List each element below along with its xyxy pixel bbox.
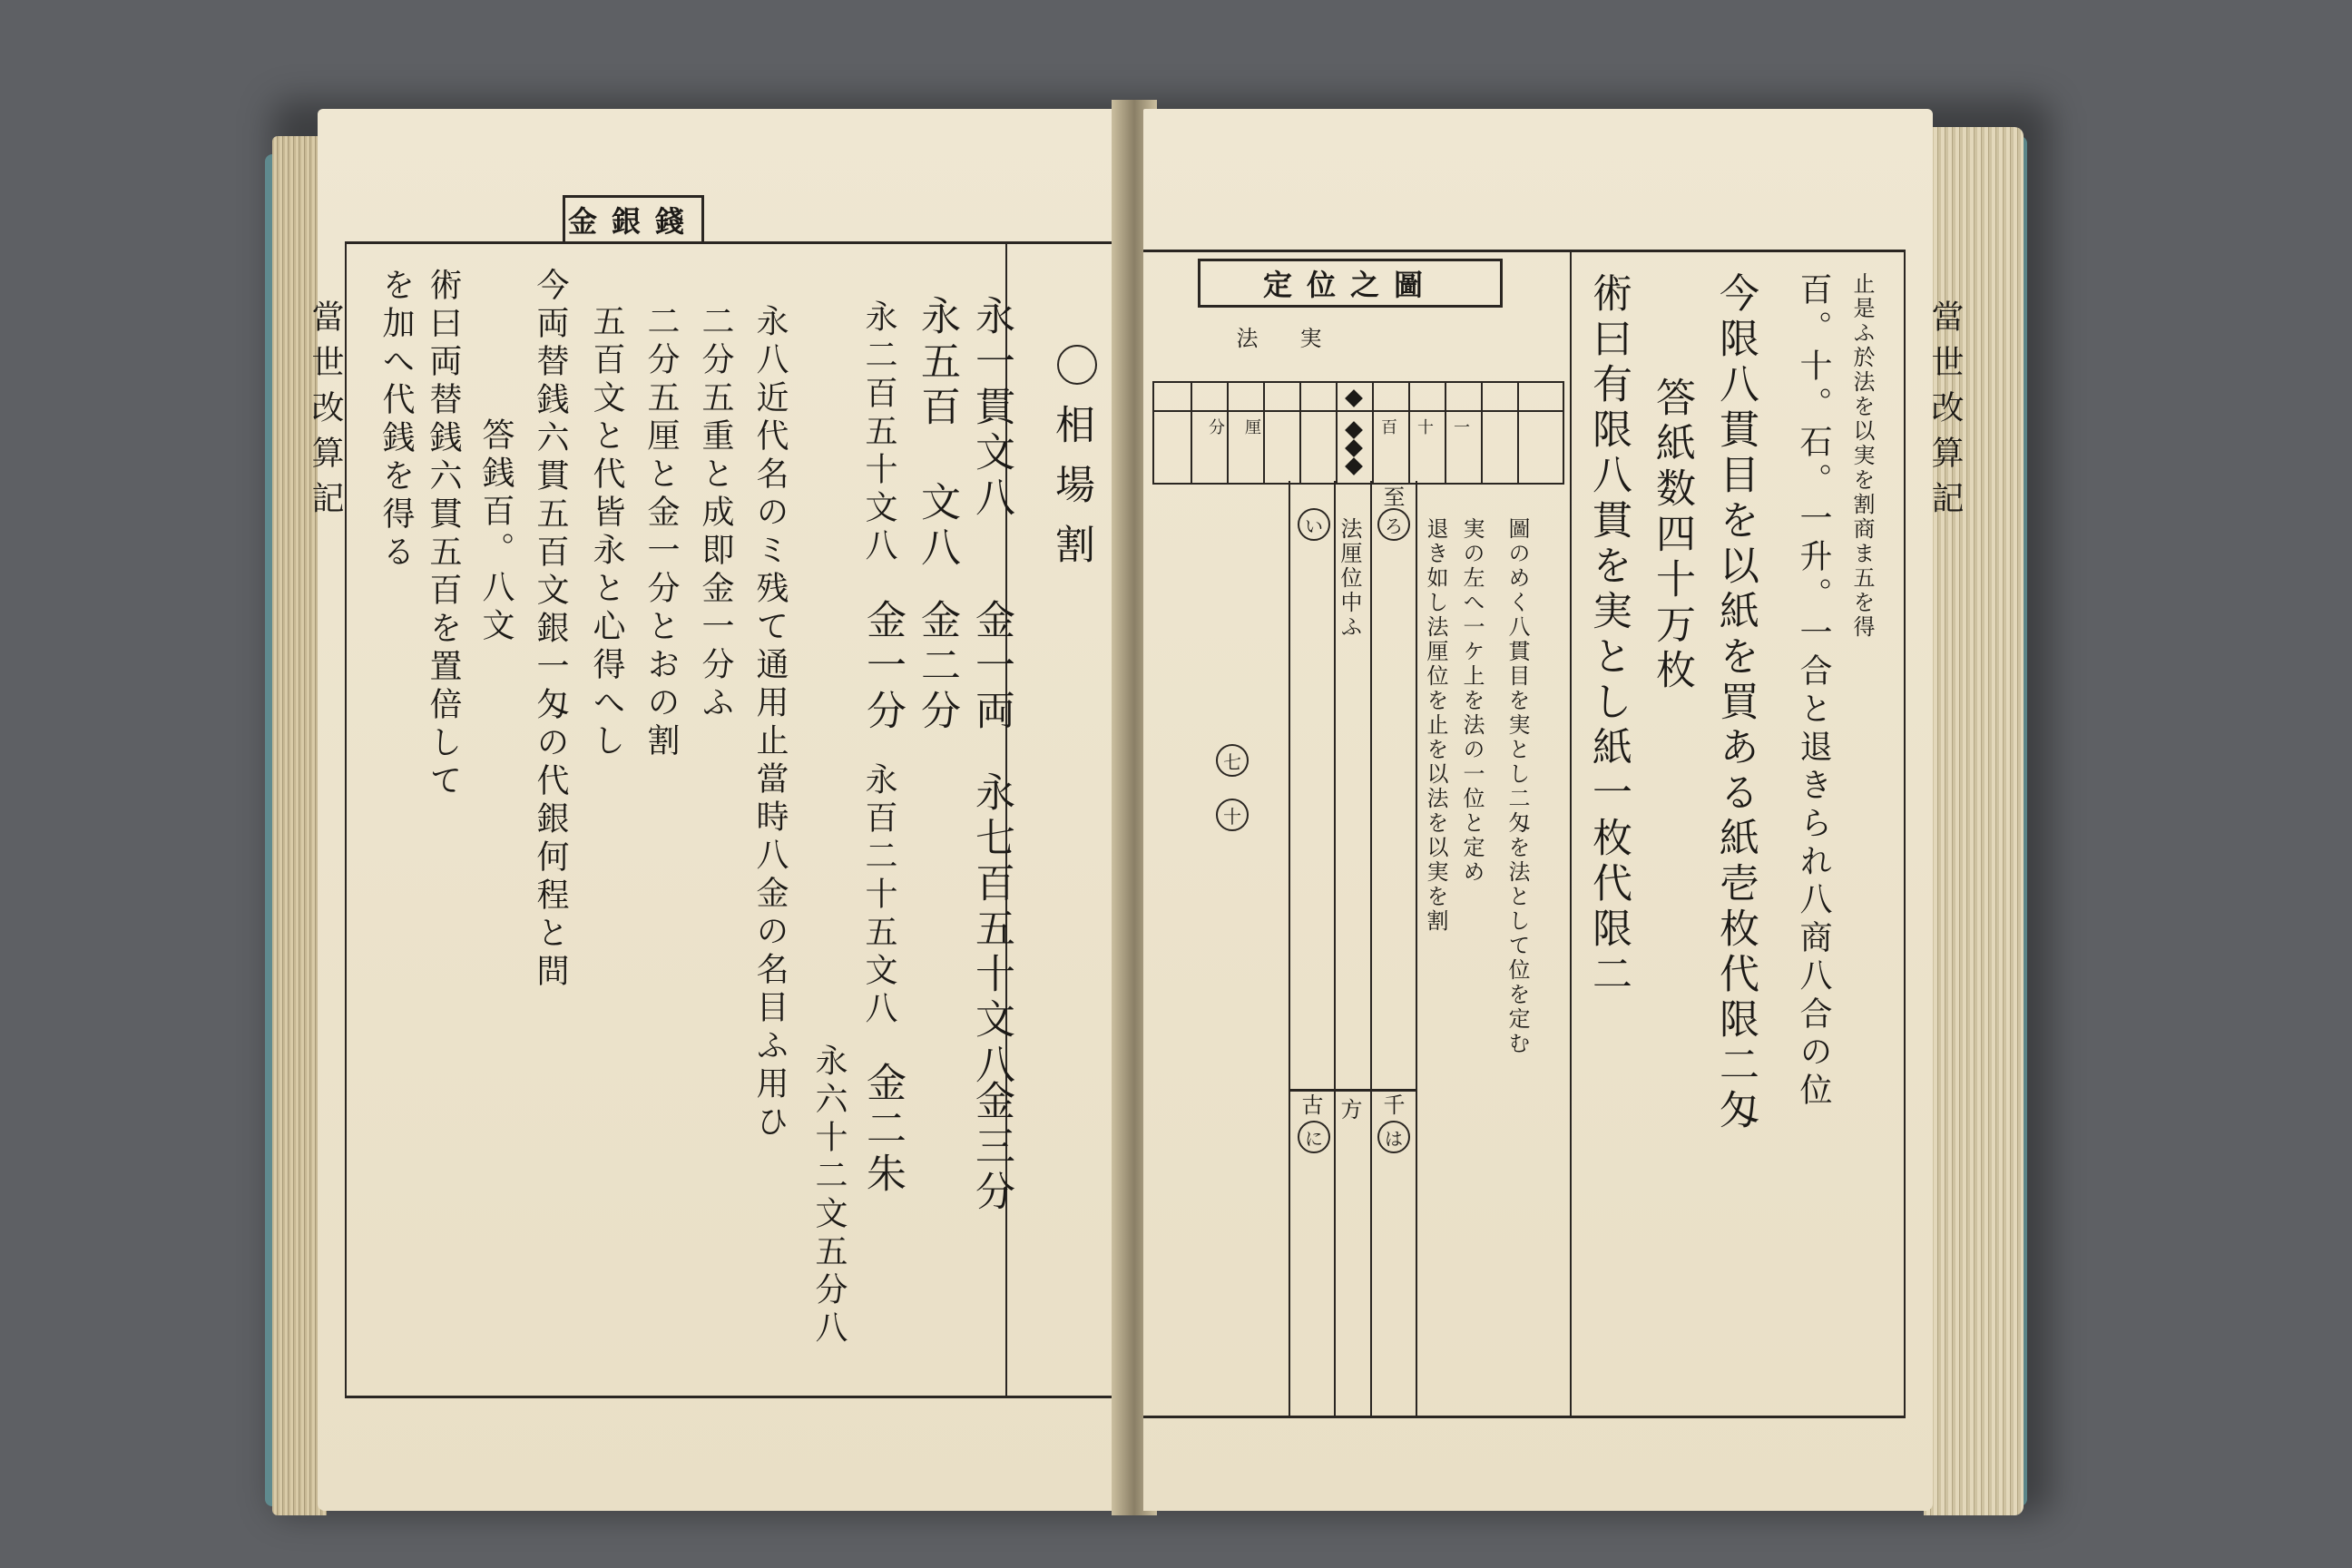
diagram-note-4: 法厘位中ふ: [1337, 517, 1362, 640]
rate-line-2a: 永五百: [914, 295, 960, 431]
rate-line-1a: 永一貫文八: [968, 295, 1014, 522]
rate-line-2c: 金二分: [914, 599, 960, 735]
rate-line-1b: 金一両: [968, 599, 1014, 735]
rate-line-3d: 金二朱: [859, 1062, 906, 1198]
diagram-label-kata: 方: [1337, 1098, 1362, 1122]
diagram-label-jitsu: 実: [1296, 327, 1321, 351]
section-circle-icon: [1057, 345, 1097, 385]
bead-mark: [1345, 389, 1363, 407]
abacus-rod: [1191, 383, 1192, 483]
abacus-beam: [1154, 410, 1563, 412]
rate-line-3e: 永六十二文五分八: [810, 1044, 848, 1348]
abacus-rod: [1517, 383, 1519, 483]
abacus-rod: [1408, 383, 1410, 483]
answer-line: 答紙数四十万枚: [1649, 377, 1695, 694]
left-border-line: [345, 241, 347, 1398]
right-top-rule: [1143, 250, 1906, 252]
mark-i-icon: い: [1298, 508, 1330, 541]
diagram-col-line: [1334, 481, 1336, 1416]
left-heading-text: 金銀錢: [567, 204, 699, 239]
rate-line-1c: 永七百五十文八: [968, 771, 1014, 1089]
bead-mark: [1345, 439, 1363, 457]
right-page: [1143, 109, 1964, 1511]
abacus-rod: [1481, 383, 1483, 483]
answer-line: 答銭百。八文: [477, 417, 514, 646]
bead-mark: [1345, 457, 1363, 475]
left-margin-title: 當世改算記: [307, 299, 344, 526]
left-top-rule: [345, 241, 1112, 244]
method-line: 術曰両替銭六貫五百を置倍して: [425, 268, 462, 801]
abacus-rod: [1263, 383, 1265, 483]
note-line-3: 二分五厘と金一分とおの割: [642, 304, 680, 761]
mark-shichi-icon: 七: [1216, 744, 1249, 777]
left-bottom-rule: [345, 1396, 1112, 1398]
note-line-2: 二分五重と成即金一分ふ: [697, 304, 734, 723]
diagram-col-line: [1289, 481, 1290, 1416]
bead-mark: [1345, 421, 1363, 439]
mark-ni-icon: に: [1298, 1121, 1330, 1153]
abacus-label-ju: 十: [1417, 418, 1436, 437]
rate-line-3a: 永二百五十文八: [860, 299, 897, 566]
abacus-rod: [1445, 383, 1446, 483]
abacus-grid: [1152, 381, 1564, 485]
right-divider-line: [1570, 250, 1572, 1418]
diagram-note-2: 実の左へ一ケ上を法の一位と定め: [1459, 517, 1485, 885]
diagram-title-box: [1198, 259, 1503, 308]
right-margin-title: 當世改算記: [1926, 299, 1964, 526]
text-line-1: 止是ふ於法を以実を割商ま五を得: [1849, 272, 1875, 640]
mark-ha-icon: は: [1377, 1121, 1410, 1153]
mark-ju-icon: 十: [1216, 799, 1249, 831]
section-title: 相場割: [1048, 404, 1094, 583]
left-page: [307, 109, 1125, 1511]
rate-line-3b: 金一分: [859, 599, 906, 735]
abacus-rod: [1336, 383, 1338, 483]
method-line: 術曰有限八貫を実とし紙一枚代限二: [1585, 272, 1632, 998]
rate-line-2b: 文八: [914, 481, 960, 572]
text-line-2: 百。十。石。一升。一合と退きられ八商八合の位: [1795, 272, 1832, 1111]
diagram-label-sen: 千: [1379, 1093, 1405, 1118]
note-line-1: 永八近代名のミ残て通用止當時八金の名目ふ用ひ: [751, 304, 789, 1142]
diagram-note-3: 退き如し法厘位を止を以法を以実を割: [1423, 517, 1448, 934]
abacus-label-ichi: 一: [1454, 418, 1472, 437]
problem-line: 今限八貫目を以紙を買ある紙壱枚代限二匁: [1712, 272, 1759, 1134]
abacus-label-rin: 厘: [1245, 418, 1263, 437]
method-line-2: を加へ代銭を得る: [377, 268, 415, 573]
left-heading-box: [563, 195, 704, 244]
diagram-row-line: [1289, 1089, 1416, 1092]
abacus-rod: [1372, 383, 1374, 483]
problem-line: 今両替銭六貫五百文銀一匁の代銀何程と問: [532, 268, 569, 992]
diagram-title: 定位之圖: [1262, 268, 1437, 302]
abacus-rod: [1299, 383, 1301, 483]
diagram-col-line: [1416, 481, 1417, 1416]
diagram-label-ho: 法: [1232, 327, 1258, 351]
diagram-label-ko: 古: [1298, 1093, 1323, 1118]
rate-line-3c: 永百二十五文八: [860, 762, 897, 1029]
right-bottom-rule: [1143, 1416, 1906, 1418]
diagram-col-line: [1370, 481, 1372, 1416]
diagram-note-1: 圖のめく八貫目を実とし二匁を法として位を定む: [1504, 517, 1530, 1056]
diagram-label-itaru: 至: [1379, 485, 1405, 510]
abacus-label-hyaku: 百: [1381, 418, 1399, 437]
abacus-rod: [1227, 383, 1229, 483]
note-line-4: 五百文と代皆永と心得へし: [588, 304, 625, 761]
abacus-label-bu: 分: [1209, 418, 1227, 437]
mark-ro-icon: ろ: [1377, 508, 1410, 541]
right-border-line: [1904, 250, 1906, 1418]
rate-line-1d: 金三分: [968, 1080, 1014, 1216]
